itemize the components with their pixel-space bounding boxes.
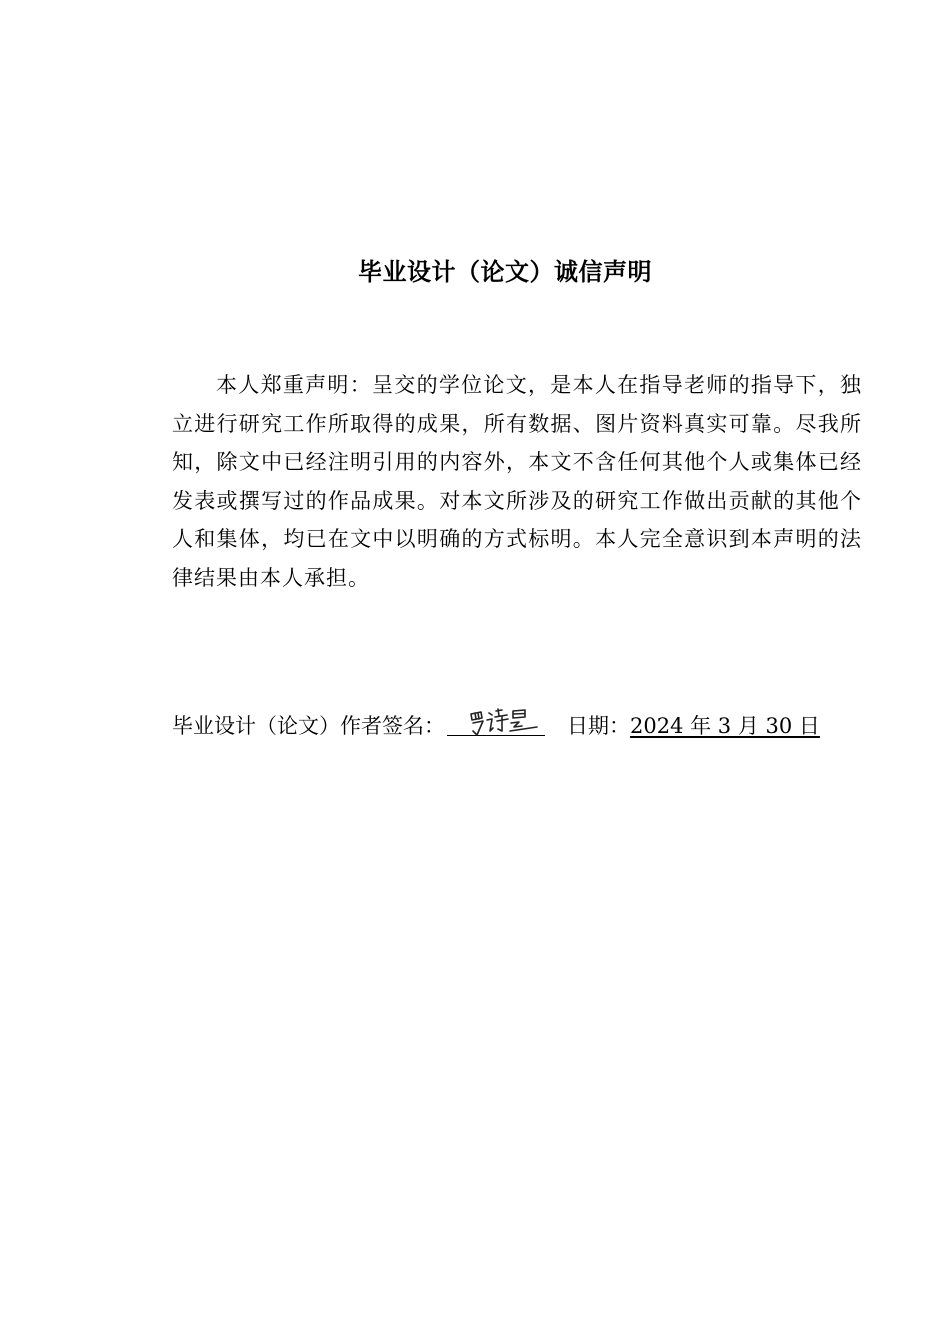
- integrity-statement: 本人郑重声明：呈交的学位论文，是本人在指导老师的指导下，独立进行研究工作所取得的成果，所有数据、图片资料真实可靠。尽我所知，除文中已经注明引用的内容外，本文不含任何其他个人或集体已经发表或撰写过的作品成果。对本文所涉及的研究工作做出贡献的其他个人和集体，均已在文中以明确的方式标明。本人完全意识到本声明的法律结果由本人承担。: [172, 373, 862, 590]
- signature-label: 毕业设计（论文）作者签名：: [172, 713, 445, 738]
- page-title: 毕业设计（论文）诚信声明: [358, 258, 652, 286]
- handwritten-signature: [467, 705, 539, 739]
- signature-field: [445, 711, 545, 741]
- date-value: 2024 年 3 月 30 日: [630, 713, 820, 738]
- signature-row: [172, 706, 872, 742]
- date-label: 日期：: [567, 713, 630, 738]
